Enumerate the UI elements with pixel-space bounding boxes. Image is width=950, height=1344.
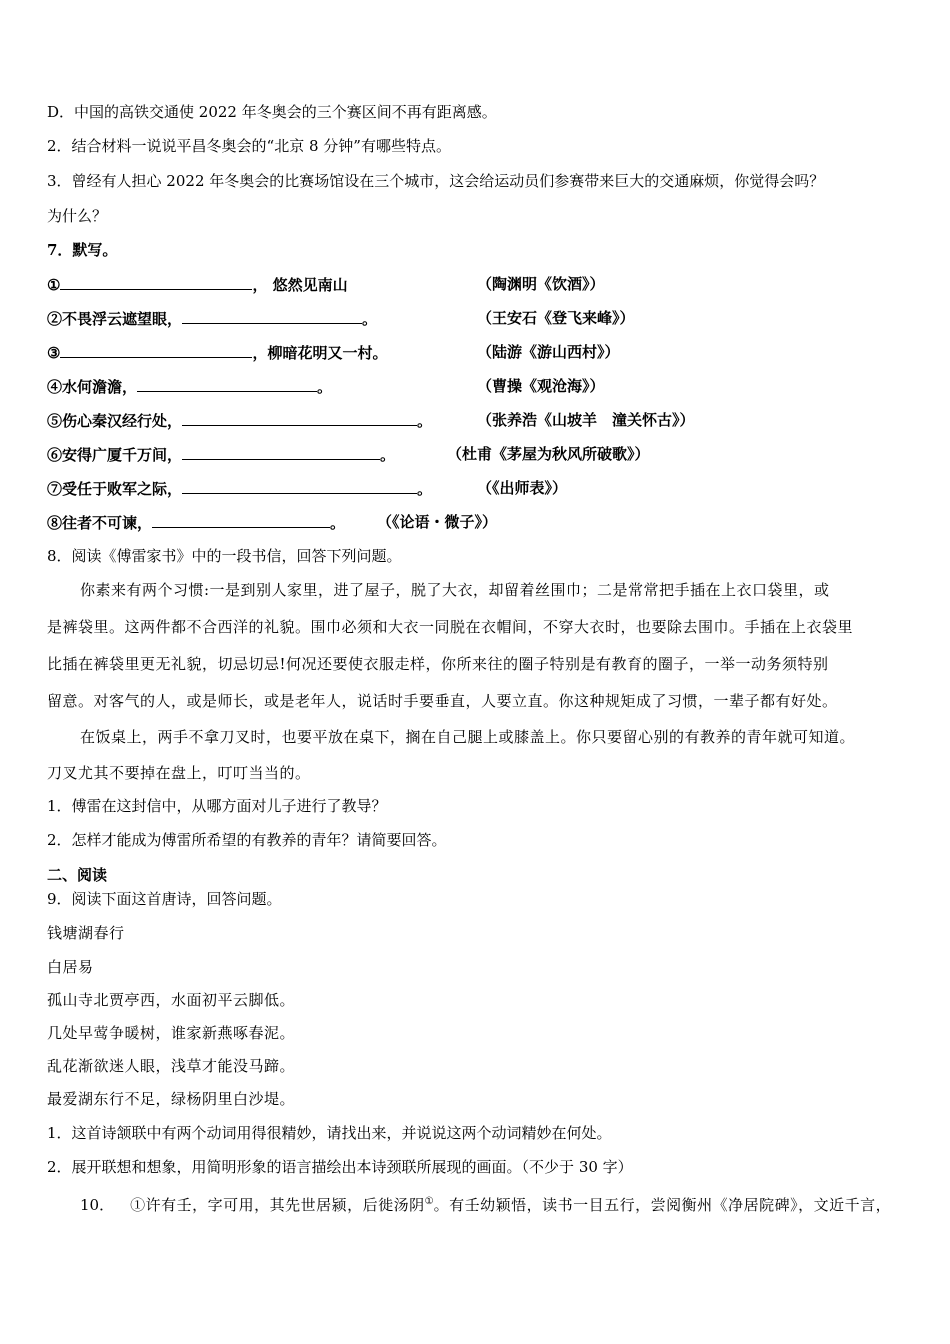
q7-item-after: 。 [317, 378, 333, 396]
q7-item-num: ⑥ [47, 446, 63, 464]
q6-sub2-line1: 3．曾经有人担心 2022 年冬奥会的比赛场馆设在三个城市，这会给运动员们参赛带来巨大的交通麻烦，你觉得会吗？ [47, 172, 825, 190]
q7-item-source: （张养浩《山坡羊 潼关怀古》） [477, 411, 695, 429]
q7-item-num: ② [47, 310, 63, 328]
q7-item-4 [47, 376, 332, 397]
q8-para1-line: 留意。对客气的人，或是师长，或是老年人，说话时手要垂直，人要立直。你这种规矩成了习惯，一辈子都有好处。 [47, 692, 838, 710]
answer-blank[interactable] [182, 308, 362, 324]
q7-item-before: 往者不可谏， [62, 514, 153, 532]
q8-sub1: 1．傅雷在这封信中，从哪方面对儿子进行了教导？ [47, 797, 387, 815]
q7-item-source: （王安石《登飞来峰》） [477, 309, 635, 327]
q7-item-7 [47, 478, 432, 499]
q7-item-after: 。 [417, 480, 433, 498]
section-title: 二、阅读 [47, 866, 108, 884]
poem-line: 最爱湖东行不足，绿杨阴里白沙堤。 [47, 1090, 296, 1108]
q7-item-after: 。 [362, 310, 378, 328]
q7-item-6 [47, 444, 395, 465]
q7-item-source: （杜甫《茅屋为秋风所破歌》） [447, 445, 650, 463]
q6-option-d: D．中国的高铁交通使 2022 年冬奥会的三个赛区间不再有距离感。 [47, 103, 497, 121]
q6-sub1: 2．结合材料一说说平昌冬奥会的“北京 8 分钟”有哪些特点。 [47, 137, 451, 155]
q7-item-source: （《出师表》） [477, 479, 568, 497]
poem-line: 几处早莺争暖树，谁家新燕啄春泥。 [47, 1024, 296, 1042]
q8-para2-line: 刀叉尤其不要掉在盘上，叮叮当当的。 [47, 764, 311, 782]
answer-blank[interactable] [60, 274, 252, 290]
q8-para2-line: 在饭桌上，两手不拿刀叉时，也要平放在桌下，搁在自己腿上或膝盖上。你只要留心别的有教养的青年就可知道。 [80, 728, 856, 746]
q9-sub1: 1．这首诗颔联中有两个动词用得很精妙，请找出来，并说说这两个动词精妙在何处。 [47, 1124, 612, 1142]
q7-item-before: 不畏浮云遮望眼， [62, 310, 183, 328]
q6-sub2-line2: 为什么？ [47, 207, 108, 225]
answer-blank[interactable] [182, 410, 417, 426]
q7-item-8 [47, 512, 345, 533]
q7-item-num: ⑧ [47, 514, 63, 532]
q7-item-num: ① [47, 276, 61, 294]
q8-sub2: 2．怎样才能成为傅雷所希望的有教养的青年？请简要回答。 [47, 831, 447, 849]
q7-item-after: 。 [380, 446, 396, 464]
q7-item-source: （《论语・微子》） [377, 513, 498, 531]
q7-item-after: 。 [417, 412, 433, 430]
poem-author: 白居易 [47, 958, 94, 976]
q10-line [80, 1192, 891, 1215]
q7-item-before: 水何澹澹， [62, 378, 138, 396]
answer-blank[interactable] [182, 478, 417, 494]
q7-item-source: （陶渊明《饮酒》） [477, 275, 605, 293]
q10-text-after: 。有壬幼颖悟，读书一目五行，尝阅衡州《净居院碑》，文近千言， [433, 1196, 892, 1214]
q7-item-after: ，柳暗花明又一村。 [252, 344, 388, 362]
q8-para1-line: 是裤袋里。这两件都不合西洋的礼貌。围巾必须和大衣一同脱在衣帽间，不穿大衣时，也要除去围巾。手插在上衣袋里 [47, 618, 854, 636]
poem-line: 乱花渐欲迷人眼，浅草才能没马蹄。 [47, 1057, 296, 1075]
q8-title: 8．阅读《傅雷家书》中的一段书信，回答下列问题。 [47, 547, 402, 565]
q7-item-after: 。 [330, 514, 346, 532]
answer-blank[interactable] [152, 512, 330, 528]
q8-para1-line: 比插在裤袋里更无礼貌，切忌切忌!何况还要使衣服走样，你所来往的圈子特别是有教育的圈子，一举一动务须特别 [47, 655, 829, 673]
q7-item-1 [47, 274, 348, 295]
q7-item-num: ⑦ [47, 480, 63, 498]
q8-para1-line: 你素来有两个习惯:一是到别人家里，进了屋子，脱了大衣，却留着丝围巾；二是常常把手插在上衣口袋里，或 [80, 581, 830, 599]
q10-number: 10． [80, 1196, 115, 1214]
answer-blank[interactable] [60, 342, 252, 358]
answer-blank[interactable] [182, 444, 380, 460]
q7-item-num: ③ [47, 344, 61, 362]
q7-item-source: （曹操《观沧海》） [477, 377, 605, 395]
poem-title: 钱塘湖春行 [47, 924, 125, 942]
q9-sub2: 2．展开联想和想象，用简明形象的语言描绘出本诗颈联所展现的画面。（不少于 30 字） [47, 1158, 633, 1176]
q7-item-before: 受任于败军之际， [62, 480, 183, 498]
q7-item-2 [47, 308, 377, 329]
q7-item-5 [47, 410, 432, 431]
answer-blank[interactable] [137, 376, 317, 392]
q7-item-before: 伤心秦汉经行处， [62, 412, 183, 430]
q7-item-num: ⑤ [47, 412, 63, 430]
q7-title: 7．默写。 [47, 241, 118, 259]
q7-item-num: ④ [47, 378, 63, 396]
q7-item-after: ， 悠然见南山 [252, 276, 348, 294]
q7-item-before: 安得广厦千万间， [62, 446, 183, 464]
poem-line: 孤山寺北贾亭西，水面初平云脚低。 [47, 991, 296, 1009]
q9-title: 9．阅读下面这首唐诗，回答问题。 [47, 890, 282, 908]
q10-text: ①许有壬，字可用，其先世居颍，后徙汤阴 [130, 1196, 425, 1214]
q7-item-source: （陆游《游山西村》） [477, 343, 620, 361]
q7-item-3 [47, 342, 387, 363]
footnote-mark: ① [424, 1196, 434, 1207]
